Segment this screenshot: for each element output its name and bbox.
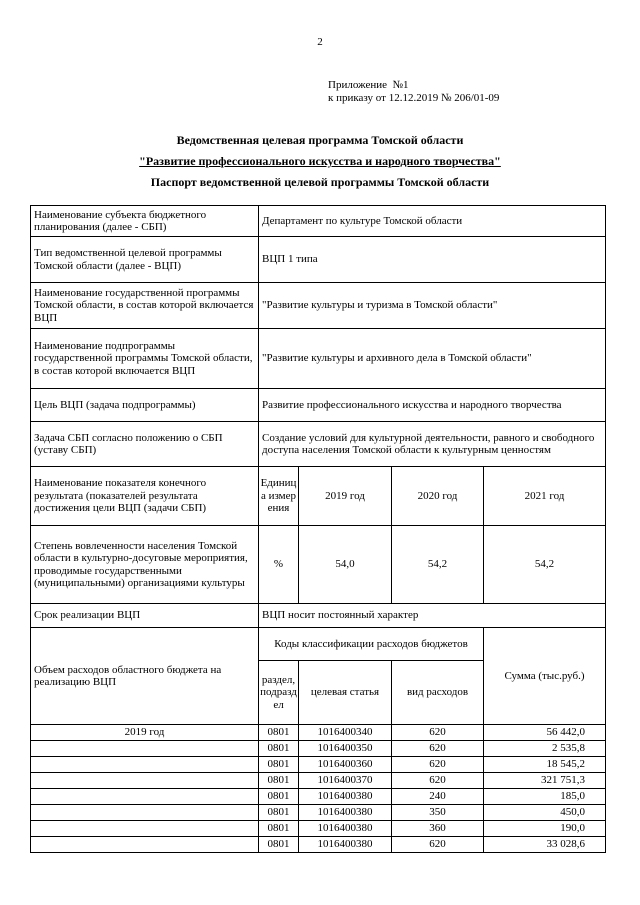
type-label: Тип ведомственной целевой программы Томской области (далее - ВЦП) xyxy=(31,237,259,283)
target-header: целевая статья xyxy=(299,661,392,725)
budget-lines xyxy=(31,725,606,853)
indicator-label: Наименование показателя конечного результата (показателей результата достижения цели ВЦП (задачи СБП) xyxy=(31,467,259,526)
budget-label: Объем расходов областного бюджета на реализацию ВЦП xyxy=(31,628,259,725)
period-label: Срок реализации ВЦП xyxy=(31,604,259,628)
type-value: ВЦП 1 типа xyxy=(259,237,606,283)
row-subject xyxy=(31,206,606,237)
budget-kind-cell: 620 xyxy=(392,773,484,789)
budget-year-blank xyxy=(31,789,259,805)
row-gov-program xyxy=(31,283,606,329)
row-subprogram xyxy=(31,329,606,389)
period-value: ВЦП носит постоянный характер xyxy=(259,604,606,628)
appendix-line-2: к приказу от 12.12.2019 № 206/01-09 xyxy=(328,92,500,104)
row-indicator-header xyxy=(31,467,606,526)
budget-kind-cell: 360 xyxy=(392,821,484,837)
row-goal xyxy=(31,389,606,422)
year-2019-header: 2019 год xyxy=(299,467,392,526)
unit-header: Единица измерения xyxy=(259,467,299,526)
task-label: Задача СБП согласно положению о СБП (уставу СБП) xyxy=(31,422,259,467)
passport-table xyxy=(30,205,606,853)
task-value: Создание условий для культурной деятельности, равного и свободного доступа населения Томской области к культурным ценностям xyxy=(259,422,606,467)
goal-value: Развитие профессионального искусства и народного творчества xyxy=(259,389,606,422)
year-2021-header: 2021 год xyxy=(484,467,606,526)
budget-line-row xyxy=(31,757,606,773)
budget-section-cell: 0801 xyxy=(259,741,299,757)
budget-line-row xyxy=(31,773,606,789)
budget-kind-cell: 240 xyxy=(392,789,484,805)
budget-year-blank xyxy=(31,741,259,757)
budget-sum-cell: 18 545,2 xyxy=(484,757,606,773)
budget-sum-cell: 56 442,0 xyxy=(484,725,606,741)
year-2020-header: 2020 год xyxy=(392,467,484,526)
budget-target-cell: 1016400380 xyxy=(299,837,392,853)
budget-target-cell: 1016400360 xyxy=(299,757,392,773)
row-indicator-values xyxy=(31,526,606,604)
appendix-line-1: Приложение №1 xyxy=(328,79,409,91)
budget-target-cell: 1016400380 xyxy=(299,821,392,837)
budget-sum-cell: 190,0 xyxy=(484,821,606,837)
appendix-note xyxy=(328,79,499,105)
budget-kind-cell: 620 xyxy=(392,725,484,741)
budget-section-cell: 0801 xyxy=(259,757,299,773)
value-2019: 54,0 xyxy=(299,526,392,604)
budget-kind-cell: 350 xyxy=(392,805,484,821)
row-task xyxy=(31,422,606,467)
value-2021: 54,2 xyxy=(484,526,606,604)
budget-line-row xyxy=(31,821,606,837)
budget-line-row xyxy=(31,837,606,853)
budget-target-cell: 1016400370 xyxy=(299,773,392,789)
budget-sum-cell: 33 028,6 xyxy=(484,837,606,853)
budget-year-blank xyxy=(31,805,259,821)
budget-section-cell: 0801 xyxy=(259,821,299,837)
budget-year-blank xyxy=(31,821,259,837)
page-number: 2 xyxy=(317,36,323,48)
budget-year-label: 2019 год xyxy=(31,725,259,741)
budget-kind-cell: 620 xyxy=(392,741,484,757)
subject-label: Наименование субъекта бюджетного планирования (далее - СБП) xyxy=(31,206,259,237)
budget-section-cell: 0801 xyxy=(259,837,299,853)
budget-sum-cell: 321 751,3 xyxy=(484,773,606,789)
subject-value: Департамент по культуре Томской области xyxy=(259,206,606,237)
section-header: раздел, подраздел xyxy=(259,661,299,725)
budget-target-cell: 1016400350 xyxy=(299,741,392,757)
gov-program-label: Наименование государственной программы Томской области, в состав которой включается ВЦП xyxy=(31,283,259,329)
budget-kind-cell: 620 xyxy=(392,837,484,853)
indicator-name: Степень вовлеченности населения Томской области в культурно-досуговые мероприятия, проводимые государственными (муниципальными) организациями культуры xyxy=(31,526,259,604)
subprogram-value: "Развитие культуры и архивного дела в Томской области" xyxy=(259,329,606,389)
budget-line-row xyxy=(31,805,606,821)
budget-kind-cell: 620 xyxy=(392,757,484,773)
budget-sum-cell: 185,0 xyxy=(484,789,606,805)
subprogram-label: Наименование подпрограммы государственной программы Томской области, в состав которой включается ВЦП xyxy=(31,329,259,389)
budget-sum-cell: 450,0 xyxy=(484,805,606,821)
sum-header: Сумма (тыс.руб.) xyxy=(484,628,606,725)
gov-program-value: "Развитие культуры и туризма в Томской области" xyxy=(259,283,606,329)
kind-header: вид расходов xyxy=(392,661,484,725)
budget-section-cell: 0801 xyxy=(259,725,299,741)
row-type xyxy=(31,237,606,283)
row-period xyxy=(31,604,606,628)
title-line-1: Ведомственная целевая программа Томской области xyxy=(176,133,464,147)
budget-line-row xyxy=(31,789,606,805)
budget-line-row xyxy=(31,741,606,757)
budget-section-cell: 0801 xyxy=(259,805,299,821)
codes-header: Коды классификации расходов бюджетов xyxy=(259,628,484,661)
budget-section-cell: 0801 xyxy=(259,773,299,789)
budget-year-blank xyxy=(31,773,259,789)
value-2020: 54,2 xyxy=(392,526,484,604)
budget-sum-cell: 2 535,8 xyxy=(484,741,606,757)
budget-target-cell: 1016400380 xyxy=(299,805,392,821)
title-line-2: "Развитие профессионального искусства и народного творчества" xyxy=(139,154,501,168)
goal-label: Цель ВЦП (задача подпрограммы) xyxy=(31,389,259,422)
title-line-3: Паспорт ведомственной целевой программы Томской области xyxy=(150,175,490,189)
indicator-unit: % xyxy=(259,526,299,604)
budget-year-blank xyxy=(31,757,259,773)
budget-line-row xyxy=(31,725,606,741)
budget-year-blank xyxy=(31,837,259,853)
budget-target-cell: 1016400380 xyxy=(299,789,392,805)
row-budget-header-1 xyxy=(31,628,606,661)
budget-target-cell: 1016400340 xyxy=(299,725,392,741)
budget-section-cell: 0801 xyxy=(259,789,299,805)
